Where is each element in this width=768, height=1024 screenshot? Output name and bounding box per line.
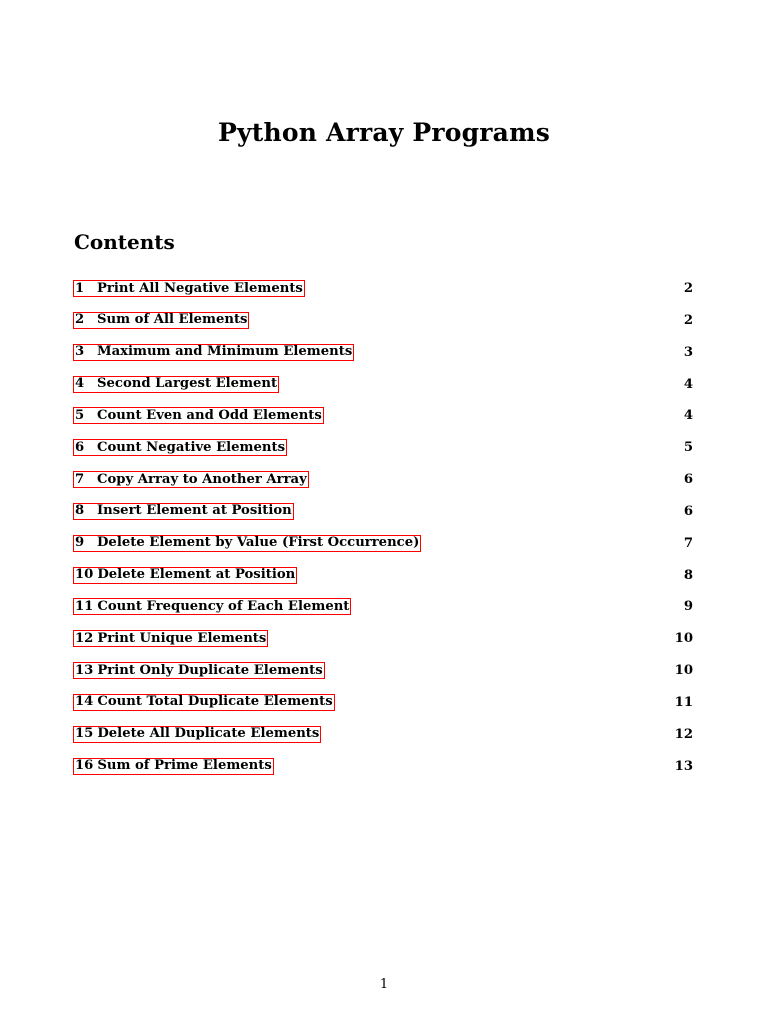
toc-entry	[73, 758, 694, 790]
toc-entry	[73, 726, 694, 758]
toc-link[interactable]	[73, 439, 287, 456]
toc-number: 2	[75, 312, 85, 328]
toc-link[interactable]	[73, 471, 309, 488]
toc-link[interactable]	[73, 280, 305, 297]
toc-entry	[73, 471, 694, 503]
toc-number: 10	[75, 567, 94, 583]
toc-number: 13	[75, 662, 94, 678]
toc-link[interactable]	[73, 376, 279, 393]
toc-page-number: 3	[683, 344, 693, 360]
toc-number: 9	[75, 535, 85, 551]
toc-link[interactable]	[73, 312, 249, 329]
toc-page-number: 6	[683, 503, 693, 519]
toc-entry	[73, 376, 694, 408]
toc-title: Sum of Prime Elements	[97, 758, 272, 774]
toc-title: Print Unique Elements	[97, 630, 267, 646]
toc-title: Count Negative Elements	[97, 439, 286, 455]
toc-page-number: 13	[674, 758, 693, 774]
toc-number: 1	[75, 280, 85, 296]
toc-page-number: 8	[683, 567, 693, 583]
contents-heading: Contents	[74, 230, 175, 254]
toc-number: 12	[75, 630, 94, 646]
toc-page-number: 10	[674, 663, 693, 679]
toc-number: 16	[75, 758, 94, 774]
toc-page-number: 5	[683, 440, 693, 456]
toc-page-number: 10	[674, 631, 693, 647]
toc-title: Print Only Duplicate Elements	[97, 662, 323, 678]
toc-entry	[73, 694, 694, 726]
toc-number: 4	[75, 376, 85, 392]
toc-link[interactable]	[73, 694, 335, 711]
toc-title: Second Largest Element	[97, 376, 278, 392]
toc-entry	[73, 344, 694, 376]
toc-title: Copy Array to Another Array	[97, 471, 307, 487]
toc-entry	[73, 567, 694, 599]
toc-entry	[73, 662, 694, 694]
toc-page-number: 9	[683, 599, 693, 615]
toc-number: 7	[75, 471, 85, 487]
toc-page-number: 2	[683, 312, 693, 328]
toc-title: Maximum and Minimum Elements	[97, 344, 353, 360]
toc-number: 11	[75, 598, 94, 614]
toc-number: 14	[75, 694, 94, 710]
toc-link[interactable]	[73, 662, 325, 679]
toc-entry	[73, 535, 694, 567]
toc-link[interactable]	[73, 630, 268, 647]
toc-title: Sum of All Elements	[97, 312, 248, 328]
toc-page-number: 2	[683, 281, 693, 296]
toc-link[interactable]	[73, 598, 351, 615]
toc-number: 6	[75, 439, 85, 455]
toc-entry	[73, 503, 694, 535]
toc-link[interactable]	[73, 503, 294, 520]
toc-entry	[73, 630, 694, 662]
toc-entry	[73, 280, 694, 312]
toc-page-number: 7	[683, 535, 693, 551]
table-of-contents	[73, 280, 694, 790]
toc-title: Delete Element by Value (First Occurrence)	[97, 535, 420, 551]
toc-title: Print All Negative Elements	[97, 280, 303, 296]
toc-link[interactable]	[73, 567, 297, 584]
toc-title: Count Even and Odd Elements	[97, 407, 322, 423]
toc-title: Count Frequency of Each Element	[97, 598, 350, 614]
toc-entry	[73, 598, 694, 630]
toc-number: 15	[75, 726, 94, 742]
toc-title: Insert Element at Position	[97, 503, 292, 519]
toc-page-number: 12	[674, 726, 693, 742]
toc-title: Delete All Duplicate Elements	[97, 726, 320, 742]
toc-entry	[73, 407, 694, 439]
toc-link[interactable]	[73, 758, 274, 775]
toc-number: 8	[75, 503, 85, 519]
toc-page-number: 6	[683, 472, 693, 488]
toc-link[interactable]	[73, 726, 321, 743]
toc-page-number: 4	[683, 408, 693, 424]
toc-title: Delete Element at Position	[97, 567, 296, 583]
toc-entry	[73, 439, 694, 471]
toc-link[interactable]	[73, 535, 421, 552]
toc-page-number: 4	[683, 376, 693, 392]
toc-title: Count Total Duplicate Elements	[97, 694, 333, 710]
toc-number: 3	[75, 344, 85, 360]
toc-link[interactable]	[73, 407, 324, 424]
page-number: 1	[379, 977, 389, 992]
toc-link[interactable]	[73, 344, 354, 361]
toc-number: 5	[75, 407, 85, 423]
toc-page-number: 11	[674, 694, 693, 710]
document-title: Python Array Programs	[218, 118, 550, 147]
toc-entry	[73, 312, 694, 344]
